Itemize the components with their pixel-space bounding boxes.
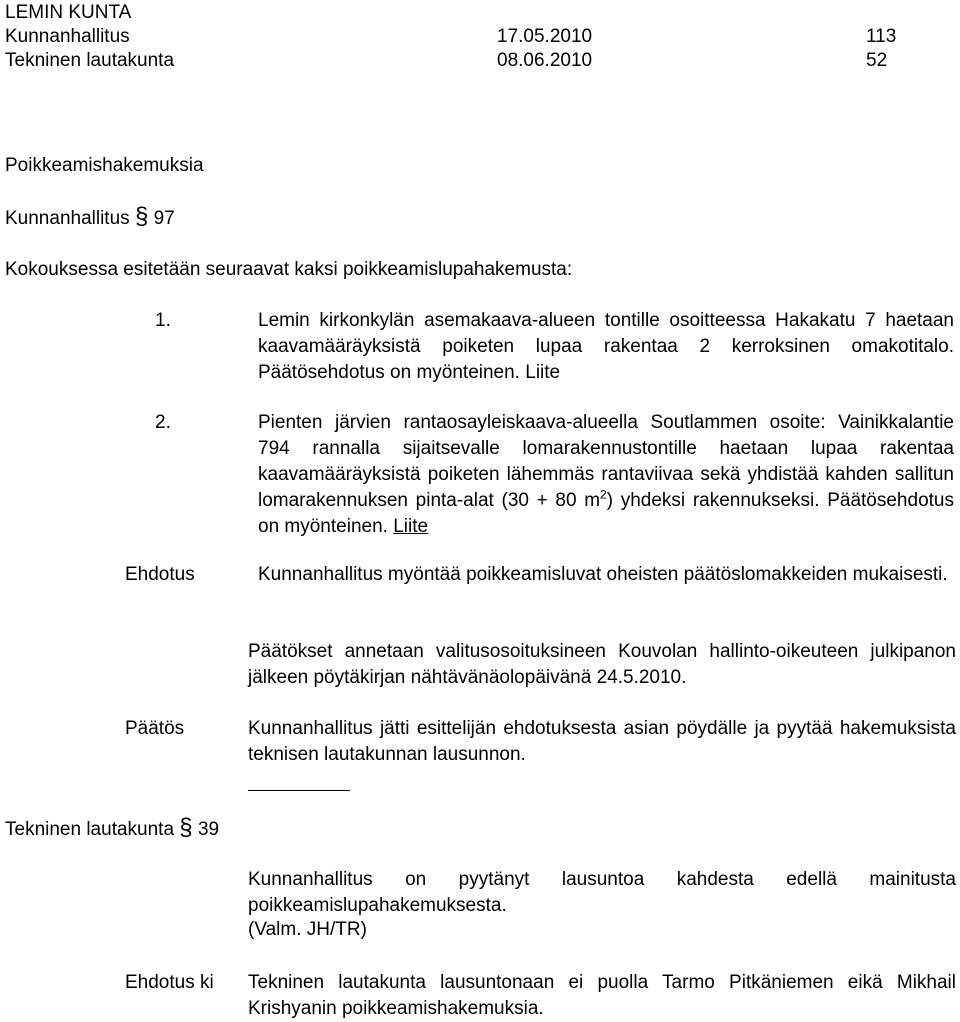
superscript-2: 2	[600, 487, 607, 502]
section-sign: §	[179, 814, 193, 841]
header-body-2: Tekninen lautakunta	[5, 50, 175, 71]
item-1-liite-link[interactable]: Liite	[525, 362, 561, 383]
organization-name: LEMIN KUNTA	[5, 2, 132, 23]
section-label: Kunnanhallitus	[5, 208, 130, 229]
header-date-2: 08.06.2010	[497, 50, 593, 71]
header-page-2: 52	[866, 50, 888, 71]
paatos-text: Kunnanhallitus jätti esittelijän ehdotuksesta asian pöydälle ja pyytää hakemuksista teknisen lautakunnan lausunnon.	[248, 718, 956, 765]
item-2-body-b: ) yhdeksi rakennukseksi. Päätösehdotus on myönteinen.	[258, 490, 954, 537]
separator-line	[248, 790, 350, 791]
paatokset-text: Päätökset annetaan valitusosoituksineen Kouvolan hallinto-oikeuteen julkipanon jälkeen pöytäkirjan nähtävänäolopäivänä 24.5.2010.	[248, 641, 956, 688]
section-sign: §	[134, 203, 149, 230]
header-body-1: Kunnanhallitus	[5, 26, 130, 47]
lausunto-text: Kunnanhallitus on pyytänyt lausuntoa kahdesta edellä mainitusta poikkeamislupahakemuksesta.	[248, 869, 956, 916]
item-2-body-a: Pienten järvien rantaosayleiskaava-alueella Soutlammen osoite: Vainikkalantie 794 rannalla sijaitsevalle lomarakennustontille haetaan lupaa rakentaa kaavamääräyksistä poiketen lähemmäs rantaviivaa sekä yhdistää kahden sallitun lomarakennuksen pinta-alat (30 + 80 m	[258, 412, 954, 511]
ehdotus-label: Ehdotus	[125, 564, 195, 585]
ehdotus-ki-text: Tekninen lautakunta lausuntonaan ei puolla Tarmo Pitkäniemen eikä Mikhail Krishyanin poikkeamishakemuksia.	[248, 972, 956, 1019]
header-page-1: 113	[866, 26, 897, 47]
section-number: 39	[197, 819, 220, 840]
section-number: 97	[153, 208, 175, 229]
item-2-liite-link[interactable]: Liite	[393, 516, 429, 537]
paatos-label: Päätös	[125, 718, 185, 739]
section-heading-kunnanhallitus	[5, 204, 175, 232]
item-1-text	[258, 308, 954, 386]
document-title: Poikkeamishakemuksia	[5, 155, 204, 176]
item-2-number: 2.	[155, 412, 171, 433]
ehdotus-ki-label: Ehdotus ki	[125, 972, 214, 993]
item-2-text	[258, 410, 954, 540]
section-heading-tekninen	[5, 815, 219, 843]
ehdotus-text: Kunnanhallitus myöntää poikkeamisluvat oheisten päätöslomakkeiden mukaisesti.	[258, 564, 948, 585]
valmistelija-text: (Valm. JH/TR)	[248, 919, 367, 940]
item-1-number: 1.	[155, 310, 171, 331]
section-label: Tekninen lautakunta	[5, 819, 175, 840]
header-date-1: 17.05.2010	[497, 26, 593, 47]
item-1-body: Lemin kirkonkylän asemakaava-alueen tontille osoitteessa Hakakatu 7 haetaan kaavamääräyksistä poiketen lupaa rakentaa 2 kerroksinen omakotitalo. Päätösehdotus on myönteinen.	[258, 310, 954, 383]
intro-text: Kokouksessa esitetään seuraavat kaksi poikkeamislupahakemusta:	[5, 259, 573, 280]
